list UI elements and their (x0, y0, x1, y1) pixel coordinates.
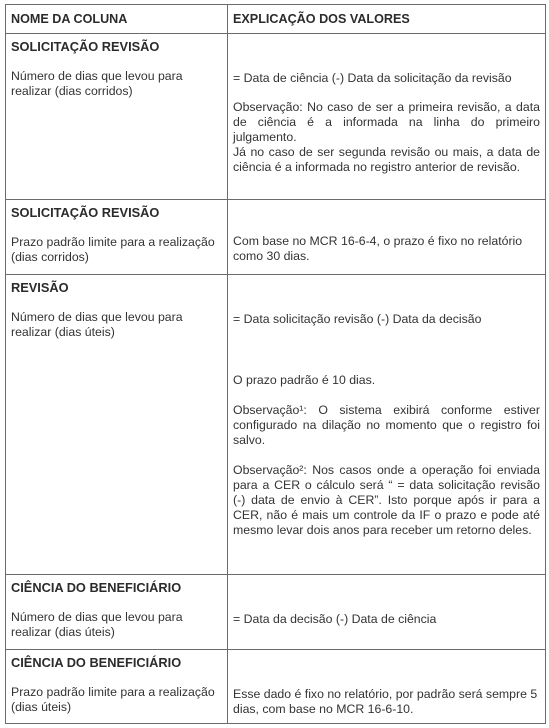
row-description: Número de dias que levou para realizar (dias corridos) (11, 69, 183, 98)
row-description: Número de dias que levou para realizar (dias úteis) (11, 610, 183, 639)
row-name-cell (6, 650, 228, 724)
explanation-formula: = Data solicitação revisão (-) Data da decisão (233, 312, 482, 326)
row-title: CIÊNCIA DO BENEFICIÁRIO (11, 580, 182, 595)
explanation-note: Observação¹: O sistema exibirá conforme estiver configurado na dilação no momento que o registro foi salvo. (233, 403, 540, 447)
explanation-note: Observação²: Nos casos onde a operação foi enviada para a CER o cálculo será “ = data solicitação revisão (-) data de envio à CER”. Isto porque após ir para a CER, não é mais um controle da IF o prazo e pode até mesmo levar dois anos para receber um retorno deles. (233, 463, 540, 537)
table-header-row (6, 5, 546, 34)
row-name-cell (6, 200, 228, 275)
header-cell-explanation (228, 5, 546, 34)
row-explanation-cell (228, 650, 546, 724)
table-row (6, 575, 546, 650)
explanation-text: O prazo padrão é 10 dias. (233, 373, 376, 387)
explanation-formula: = Data de ciência (-) Data da solicitação da revisão (233, 71, 512, 85)
row-title: SOLICITAÇÃO REVISÃO (11, 39, 160, 54)
row-name-cell (6, 275, 228, 575)
row-title: SOLICITAÇÃO REVISÃO (11, 205, 160, 220)
table-row (6, 200, 546, 275)
row-explanation-cell (228, 575, 546, 650)
table-row (6, 275, 546, 575)
header-cell-column-name (6, 5, 228, 34)
row-explanation-cell (228, 275, 546, 575)
header-explanation: EXPLICAÇÃO DOS VALORES (233, 12, 410, 26)
column-explanation-table (5, 4, 546, 724)
row-name-cell (6, 34, 228, 200)
explanation-note: Observação: No caso de ser a primeira revisão, a data de ciência é a informada na linha do primeiro julgamento. (233, 100, 540, 144)
row-name-cell (6, 575, 228, 650)
row-explanation-cell (228, 34, 546, 200)
explanation-text: Com base no MCR 16-6-4, o prazo é fixo no relatório como 30 dias. (233, 234, 523, 263)
row-description: Prazo padrão limite para a realização (dias corridos) (11, 235, 215, 264)
row-title: REVISÃO (11, 280, 69, 295)
row-title: CIÊNCIA DO BENEFICIÁRIO (11, 655, 182, 670)
row-explanation-cell (228, 200, 546, 275)
row-description: Número de dias que levou para realizar (dias úteis) (11, 310, 183, 339)
explanation-text: Esse dado é fixo no relatório, por padrão será sempre 5 dias, com base no MCR 16-6-10. (233, 687, 538, 716)
explanation-formula: = Data da decisão (-) Data de ciência (233, 612, 437, 626)
row-description: Prazo padrão limite para a realização (dias úteis) (11, 685, 215, 714)
table-row (6, 34, 546, 200)
header-column-name: NOME DA COLUNA (11, 12, 128, 26)
explanation-note: Já no caso de ser segunda revisão ou mais, a data de ciência é a informada no registro anterior de revisão. (233, 145, 540, 174)
table-row (6, 650, 546, 724)
